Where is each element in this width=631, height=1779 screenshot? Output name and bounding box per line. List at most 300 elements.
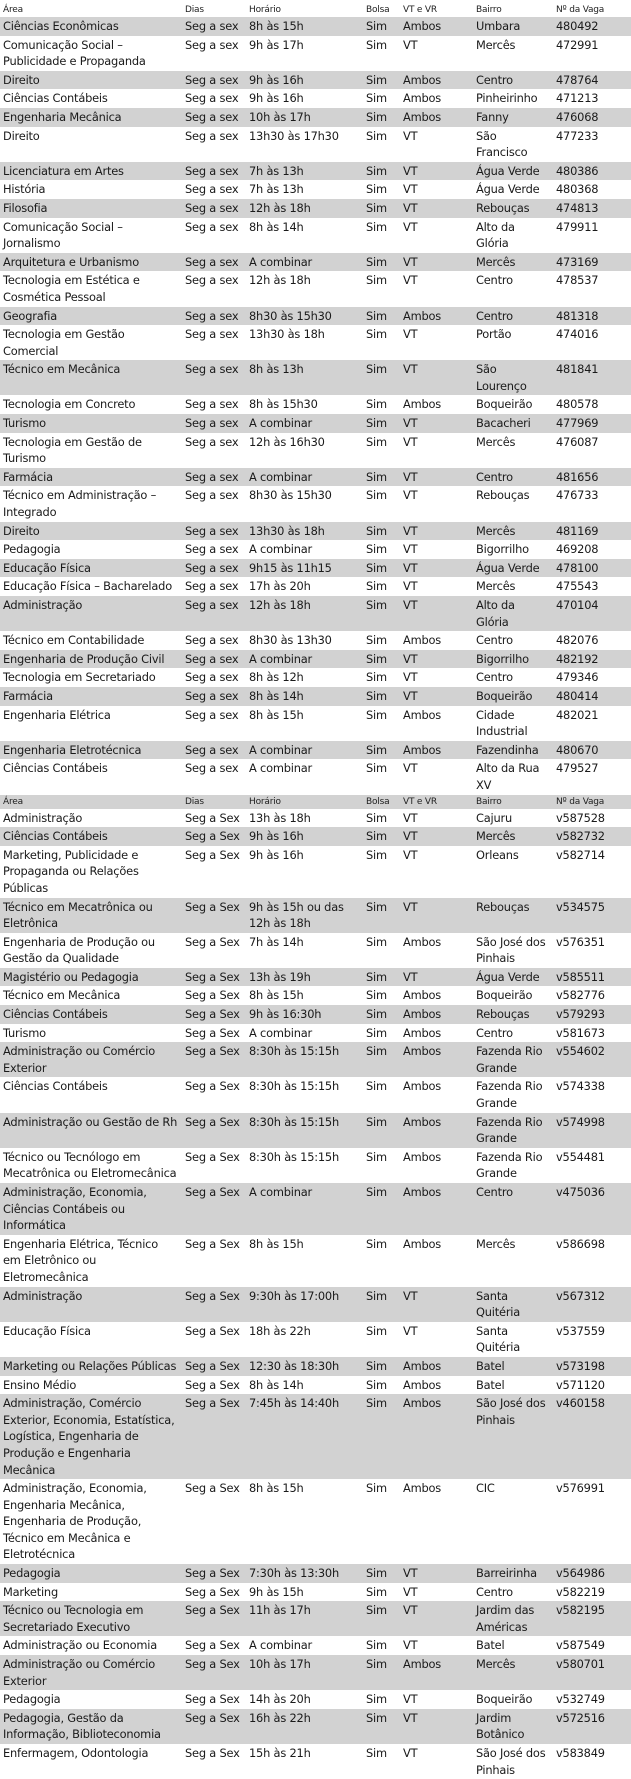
cell-vaga: v460158 <box>553 1394 631 1479</box>
cell-area: Arquitetura e Urbanismo <box>0 253 182 272</box>
cell-bolsa: Sim <box>363 360 400 395</box>
cell-vaga: v585511 <box>553 968 631 987</box>
header-dias: Dias <box>182 0 246 17</box>
cell-bolsa: Sim <box>363 631 400 650</box>
cell-bolsa: Sim <box>363 687 400 706</box>
cell-horario: 7:45h às 14:40h <box>246 1394 363 1479</box>
cell-bolsa: Sim <box>363 162 400 181</box>
cell-dias: Seg a sex <box>182 199 246 218</box>
cell-vt-vr: Ambos <box>400 1005 473 1024</box>
cell-area: História <box>0 180 182 199</box>
cell-vaga: 480414 <box>553 687 631 706</box>
cell-horario: 9h às 16h <box>246 827 363 846</box>
cell-vt-vr: VT <box>400 596 473 631</box>
cell-vaga: 472991 <box>553 36 631 71</box>
cell-vaga: 481656 <box>553 468 631 487</box>
cell-area: Pedagogia <box>0 540 182 559</box>
cell-bolsa: Sim <box>363 127 400 162</box>
cell-area: Magistério ou Pedagogia <box>0 968 182 987</box>
cell-horario: 9h15 às 11h15 <box>246 559 363 578</box>
cell-vaga: 481169 <box>553 522 631 541</box>
table-row <box>0 668 631 687</box>
table-row <box>0 395 631 414</box>
cell-vaga: v580701 <box>553 1655 631 1690</box>
header-dias: Dias <box>182 795 246 809</box>
cell-horario: 10h às 17h <box>246 108 363 127</box>
table-row <box>0 1744 631 1779</box>
header-area: Área <box>0 0 182 17</box>
cell-horario: 12h às 18h <box>246 199 363 218</box>
cell-dias: Seg a Sex <box>182 1564 246 1583</box>
cell-bolsa: Sim <box>363 933 400 968</box>
table-row <box>0 1376 631 1395</box>
cell-bolsa: Sim <box>363 827 400 846</box>
table-row <box>0 933 631 968</box>
cell-horario: 8h às 13h <box>246 360 363 395</box>
cell-bolsa: Sim <box>363 577 400 596</box>
table-row <box>0 360 631 395</box>
cell-area: Técnico em Administração – Integrado <box>0 486 182 521</box>
cell-horario: 12h às 16h30 <box>246 433 363 468</box>
cell-dias: Seg a sex <box>182 17 246 36</box>
cell-area: Pedagogia <box>0 1690 182 1709</box>
cell-bolsa: Sim <box>363 668 400 687</box>
cell-vaga: 470104 <box>553 596 631 631</box>
cell-vt-vr: Ambos <box>400 1235 473 1287</box>
cell-vaga: v581673 <box>553 1024 631 1043</box>
cell-bairro: Boqueirão <box>473 986 553 1005</box>
cell-vaga: v572516 <box>553 1709 631 1744</box>
cell-horario: 13h30 às 18h <box>246 325 363 360</box>
cell-vaga: v571120 <box>553 1376 631 1395</box>
cell-bairro: Rebouças <box>473 1005 553 1024</box>
cell-area: Educação Física – Bacharelado <box>0 577 182 596</box>
cell-horario: 9:30h às 17:00h <box>246 1287 363 1322</box>
table-row <box>0 36 631 71</box>
cell-vt-vr: Ambos <box>400 1655 473 1690</box>
cell-dias: Seg a Sex <box>182 1479 246 1564</box>
cell-vt-vr: VT <box>400 687 473 706</box>
cell-horario: 8h às 15h <box>246 17 363 36</box>
cell-vaga: v579293 <box>553 1005 631 1024</box>
cell-bairro: Rebouças <box>473 199 553 218</box>
cell-dias: Seg a Sex <box>182 1709 246 1744</box>
cell-vt-vr: Ambos <box>400 89 473 108</box>
cell-bolsa: Sim <box>363 809 400 828</box>
cell-bolsa: Sim <box>363 1709 400 1744</box>
table-row <box>0 577 631 596</box>
table-row <box>0 71 631 90</box>
cell-horario: 8h às 14h <box>246 218 363 253</box>
cell-vt-vr: Ambos <box>400 71 473 90</box>
cell-bairro: Mercês <box>473 827 553 846</box>
cell-vaga: 479346 <box>553 668 631 687</box>
cell-dias: Seg a Sex <box>182 827 246 846</box>
header-vaga: Nº da Vaga <box>553 0 631 17</box>
cell-area: Administração ou Economia <box>0 1636 182 1655</box>
cell-horario: 8h às 12h <box>246 668 363 687</box>
cell-area: Ensino Médio <box>0 1376 182 1395</box>
cell-bairro: Jardim Botânico <box>473 1709 553 1744</box>
table-row <box>0 1322 631 1357</box>
cell-bolsa: Sim <box>363 706 400 741</box>
cell-dias: Seg a sex <box>182 36 246 71</box>
cell-vt-vr: VT <box>400 1287 473 1322</box>
cell-dias: Seg a sex <box>182 631 246 650</box>
cell-bairro: São Francisco <box>473 127 553 162</box>
cell-vt-vr: VT <box>400 846 473 898</box>
cell-vt-vr: Ambos <box>400 1479 473 1564</box>
cell-horario: 8h às 15h <box>246 706 363 741</box>
cell-area: Engenharia Elétrica, Técnico em Eletrônico ou Eletromecânica <box>0 1235 182 1287</box>
header-horario: Horário <box>246 795 363 809</box>
cell-bairro: Batel <box>473 1357 553 1376</box>
cell-dias: Seg a Sex <box>182 1183 246 1235</box>
cell-vaga: v576351 <box>553 933 631 968</box>
cell-vt-vr: Ambos <box>400 741 473 760</box>
cell-horario: 9h às 16h <box>246 846 363 898</box>
cell-area: Marketing <box>0 1583 182 1602</box>
cell-vaga: v582195 <box>553 1601 631 1636</box>
cell-bolsa: Sim <box>363 1357 400 1376</box>
header-bairro: Bairro <box>473 795 553 809</box>
cell-horario: 13h30 às 18h <box>246 522 363 541</box>
cell-vt-vr: VT <box>400 809 473 828</box>
cell-bolsa: Sim <box>363 271 400 306</box>
header-bolsa: Bolsa <box>363 795 400 809</box>
cell-vaga: 476733 <box>553 486 631 521</box>
cell-bolsa: Sim <box>363 741 400 760</box>
table-row <box>0 631 631 650</box>
cell-vt-vr: VT <box>400 650 473 669</box>
cell-area: Marketing, Publicidade e Propaganda ou Relações Públicas <box>0 846 182 898</box>
cell-bairro: Água Verde <box>473 968 553 987</box>
cell-bairro: Alto da Glória <box>473 596 553 631</box>
cell-area: Tecnologia em Secretariado <box>0 668 182 687</box>
cell-horario: 8h30 às 15h30 <box>246 307 363 326</box>
table-row <box>0 89 631 108</box>
cell-vt-vr: Ambos <box>400 395 473 414</box>
cell-horario: A combinar <box>246 414 363 433</box>
cell-horario: 8h às 14h <box>246 687 363 706</box>
table-row <box>0 898 631 933</box>
cell-bolsa: Sim <box>363 1655 400 1690</box>
cell-bolsa: Sim <box>363 325 400 360</box>
table-row <box>0 218 631 253</box>
cell-dias: Seg a Sex <box>182 1357 246 1376</box>
cell-vaga: v564986 <box>553 1564 631 1583</box>
cell-dias: Seg a sex <box>182 540 246 559</box>
cell-bolsa: Sim <box>363 218 400 253</box>
cell-vaga: v582732 <box>553 827 631 846</box>
cell-vt-vr: VT <box>400 162 473 181</box>
cell-vaga: v537559 <box>553 1322 631 1357</box>
cell-area: Técnico em Mecânica <box>0 360 182 395</box>
cell-area: Direito <box>0 127 182 162</box>
cell-dias: Seg a Sex <box>182 1322 246 1357</box>
cell-bairro: Centro <box>473 1583 553 1602</box>
cell-vaga: 475543 <box>553 577 631 596</box>
cell-vaga: 476068 <box>553 108 631 127</box>
cell-horario: 8:30h às 15:15h <box>246 1077 363 1112</box>
table-row <box>0 1655 631 1690</box>
cell-bolsa: Sim <box>363 1042 400 1077</box>
cell-vaga: v583849 <box>553 1744 631 1779</box>
cell-bairro: Portão <box>473 325 553 360</box>
cell-area: Administração <box>0 809 182 828</box>
cell-bairro: Água Verde <box>473 180 553 199</box>
cell-horario: 17h às 20h <box>246 577 363 596</box>
cell-horario: A combinar <box>246 650 363 669</box>
cell-bolsa: Sim <box>363 596 400 631</box>
cell-vt-vr: VT <box>400 36 473 71</box>
cell-dias: Seg a Sex <box>182 1235 246 1287</box>
cell-bairro: Centro <box>473 307 553 326</box>
cell-vaga: v532749 <box>553 1690 631 1709</box>
cell-vaga: 474016 <box>553 325 631 360</box>
cell-horario: 8h às 15h <box>246 1479 363 1564</box>
cell-vt-vr: VT <box>400 827 473 846</box>
cell-bolsa: Sim <box>363 1394 400 1479</box>
table-row <box>0 559 631 578</box>
cell-bairro: Barreirinha <box>473 1564 553 1583</box>
cell-dias: Seg a Sex <box>182 986 246 1005</box>
cell-area: Farmácia <box>0 468 182 487</box>
table-row <box>0 596 631 631</box>
cell-vt-vr: VT <box>400 360 473 395</box>
cell-bairro: São José dos Pinhais <box>473 933 553 968</box>
cell-bairro: Centro <box>473 1183 553 1235</box>
cell-bairro: São Lourenço <box>473 360 553 395</box>
cell-bairro: Rebouças <box>473 486 553 521</box>
table-row <box>0 1287 631 1322</box>
cell-horario: 7:30h às 13:30h <box>246 1564 363 1583</box>
table-row <box>0 1636 631 1655</box>
cell-vaga: v567312 <box>553 1287 631 1322</box>
cell-vaga: v475036 <box>553 1183 631 1235</box>
cell-bairro: Mercês <box>473 1655 553 1690</box>
cell-dias: Seg a sex <box>182 468 246 487</box>
cell-horario: A combinar <box>246 1183 363 1235</box>
header-bairro: Bairro <box>473 0 553 17</box>
cell-horario: 9h às 15h <box>246 1583 363 1602</box>
cell-dias: Seg a sex <box>182 759 246 794</box>
cell-area: Técnico em Mecânica <box>0 986 182 1005</box>
cell-horario: 8h às 14h <box>246 1376 363 1395</box>
cell-dias: Seg a Sex <box>182 1024 246 1043</box>
cell-bairro: Boqueirão <box>473 395 553 414</box>
cell-bolsa: Sim <box>363 17 400 36</box>
cell-vt-vr: Ambos <box>400 1376 473 1395</box>
cell-dias: Seg a Sex <box>182 898 246 933</box>
table-row <box>0 1357 631 1376</box>
cell-vt-vr: Ambos <box>400 108 473 127</box>
cell-vaga: 473169 <box>553 253 631 272</box>
table-row <box>0 1601 631 1636</box>
cell-vaga: 471213 <box>553 89 631 108</box>
table-row <box>0 759 631 794</box>
cell-area: Ciências Contábeis <box>0 89 182 108</box>
cell-area: Direito <box>0 522 182 541</box>
table-row <box>0 846 631 898</box>
cell-vt-vr: VT <box>400 1744 473 1779</box>
cell-bolsa: Sim <box>363 1601 400 1636</box>
cell-horario: 9h às 17h <box>246 36 363 71</box>
cell-dias: Seg a sex <box>182 486 246 521</box>
cell-horario: 7h às 14h <box>246 933 363 968</box>
cell-vt-vr: Ambos <box>400 1113 473 1148</box>
cell-bolsa: Sim <box>363 1077 400 1112</box>
cell-dias: Seg a Sex <box>182 1601 246 1636</box>
cell-horario: A combinar <box>246 759 363 794</box>
cell-bolsa: Sim <box>363 395 400 414</box>
table-row <box>0 1583 631 1602</box>
cell-area: Enfermagem, Odontologia <box>0 1744 182 1779</box>
cell-bolsa: Sim <box>363 559 400 578</box>
cell-vt-vr: VT <box>400 486 473 521</box>
cell-vt-vr: VT <box>400 271 473 306</box>
cell-bairro: Bigorrilho <box>473 540 553 559</box>
cell-vaga: 478764 <box>553 71 631 90</box>
cell-vaga: v582714 <box>553 846 631 898</box>
cell-horario: 8:30h às 15:15h <box>246 1113 363 1148</box>
header-area: Área <box>0 795 182 809</box>
cell-bolsa: Sim <box>363 253 400 272</box>
cell-dias: Seg a Sex <box>182 1655 246 1690</box>
cell-area: Marketing ou Relações Públicas <box>0 1357 182 1376</box>
cell-horario: 13h às 19h <box>246 968 363 987</box>
cell-area: Ciências Econômicas <box>0 17 182 36</box>
cell-dias: Seg a sex <box>182 668 246 687</box>
table-row <box>0 17 631 36</box>
cell-horario: 8h às 15h <box>246 986 363 1005</box>
table-row <box>0 1113 631 1148</box>
cell-area: Ciências Contábeis <box>0 1077 182 1112</box>
cell-bolsa: Sim <box>363 968 400 987</box>
cell-dias: Seg a sex <box>182 414 246 433</box>
cell-dias: Seg a Sex <box>182 1077 246 1112</box>
cell-horario: 12:30 às 18:30h <box>246 1357 363 1376</box>
cell-dias: Seg a Sex <box>182 846 246 898</box>
table-row <box>0 650 631 669</box>
cell-area: Ciências Contábeis <box>0 1005 182 1024</box>
table-row <box>0 127 631 162</box>
table-row <box>0 486 631 521</box>
cell-vt-vr: Ambos <box>400 706 473 741</box>
cell-bairro: Rebouças <box>473 898 553 933</box>
cell-vt-vr: VT <box>400 968 473 987</box>
cell-vaga: 477233 <box>553 127 631 162</box>
cell-bairro: Orleans <box>473 846 553 898</box>
cell-horario: 13h às 18h <box>246 809 363 828</box>
cell-area: Filosofia <box>0 199 182 218</box>
cell-bolsa: Sim <box>363 1235 400 1287</box>
cell-dias: Seg a sex <box>182 650 246 669</box>
cell-bairro: Fazenda Rio Grande <box>473 1113 553 1148</box>
cell-bolsa: Sim <box>363 1636 400 1655</box>
cell-horario: A combinar <box>246 540 363 559</box>
cell-vaga: 482076 <box>553 631 631 650</box>
cell-area: Educação Física <box>0 1322 182 1357</box>
cell-vt-vr: VT <box>400 1322 473 1357</box>
cell-dias: Seg a Sex <box>182 1744 246 1779</box>
cell-vaga: v586698 <box>553 1235 631 1287</box>
cell-bairro: Pinheirinho <box>473 89 553 108</box>
cell-area: Engenharia de Produção Civil <box>0 650 182 669</box>
cell-vt-vr: VT <box>400 325 473 360</box>
cell-bolsa: Sim <box>363 108 400 127</box>
header-vt-vr: VT e VR <box>400 795 473 809</box>
cell-bairro: Mercês <box>473 36 553 71</box>
cell-horario: 11h às 17h <box>246 1601 363 1636</box>
header-bolsa: Bolsa <box>363 0 400 17</box>
cell-area: Administração <box>0 1287 182 1322</box>
cell-vaga: v576991 <box>553 1479 631 1564</box>
table-row <box>0 1005 631 1024</box>
cell-area: Engenharia Eletrotécnica <box>0 741 182 760</box>
cell-horario: 13h30 às 17h30 <box>246 127 363 162</box>
cell-vaga: 482021 <box>553 706 631 741</box>
cell-vt-vr: VT <box>400 127 473 162</box>
cell-horario: 14h às 20h <box>246 1690 363 1709</box>
cell-dias: Seg a Sex <box>182 1394 246 1479</box>
cell-vt-vr: VT <box>400 668 473 687</box>
cell-bolsa: Sim <box>363 307 400 326</box>
cell-bairro: Centro <box>473 1024 553 1043</box>
cell-dias: Seg a sex <box>182 741 246 760</box>
cell-dias: Seg a sex <box>182 687 246 706</box>
cell-bairro: Fazenda Rio Grande <box>473 1042 553 1077</box>
cell-vaga: 476087 <box>553 433 631 468</box>
cell-bairro: Cidade Industrial <box>473 706 553 741</box>
table-row <box>0 1690 631 1709</box>
table-row <box>0 180 631 199</box>
cell-vt-vr: VT <box>400 253 473 272</box>
header-horario: Horário <box>246 0 363 17</box>
cell-vt-vr: VT <box>400 218 473 253</box>
cell-dias: Seg a sex <box>182 395 246 414</box>
cell-vt-vr: Ambos <box>400 1183 473 1235</box>
cell-bolsa: Sim <box>363 1690 400 1709</box>
cell-vt-vr: VT <box>400 1709 473 1744</box>
cell-vaga: v587549 <box>553 1636 631 1655</box>
cell-vaga: 480368 <box>553 180 631 199</box>
cell-bolsa: Sim <box>363 522 400 541</box>
cell-vt-vr: VT <box>400 522 473 541</box>
cell-area: Tecnologia em Concreto <box>0 395 182 414</box>
cell-bairro: Jardim das Américas <box>473 1601 553 1636</box>
table-row <box>0 162 631 181</box>
cell-vt-vr: VT <box>400 433 473 468</box>
cell-area: Geografia <box>0 307 182 326</box>
cell-vaga: 478537 <box>553 271 631 306</box>
table-row <box>0 414 631 433</box>
cell-area: Ciências Contábeis <box>0 759 182 794</box>
cell-vt-vr: VT <box>400 1601 473 1636</box>
cell-bairro: São José dos Pinhais <box>473 1394 553 1479</box>
cell-dias: Seg a sex <box>182 162 246 181</box>
cell-dias: Seg a sex <box>182 71 246 90</box>
cell-bairro: Fazenda Rio Grande <box>473 1077 553 1112</box>
cell-vt-vr: VT <box>400 759 473 794</box>
cell-dias: Seg a Sex <box>182 809 246 828</box>
cell-dias: Seg a sex <box>182 325 246 360</box>
cell-bairro: Centro <box>473 271 553 306</box>
cell-vt-vr: Ambos <box>400 1148 473 1183</box>
table-row <box>0 1024 631 1043</box>
cell-area: Engenharia Elétrica <box>0 706 182 741</box>
cell-vt-vr: VT <box>400 540 473 559</box>
